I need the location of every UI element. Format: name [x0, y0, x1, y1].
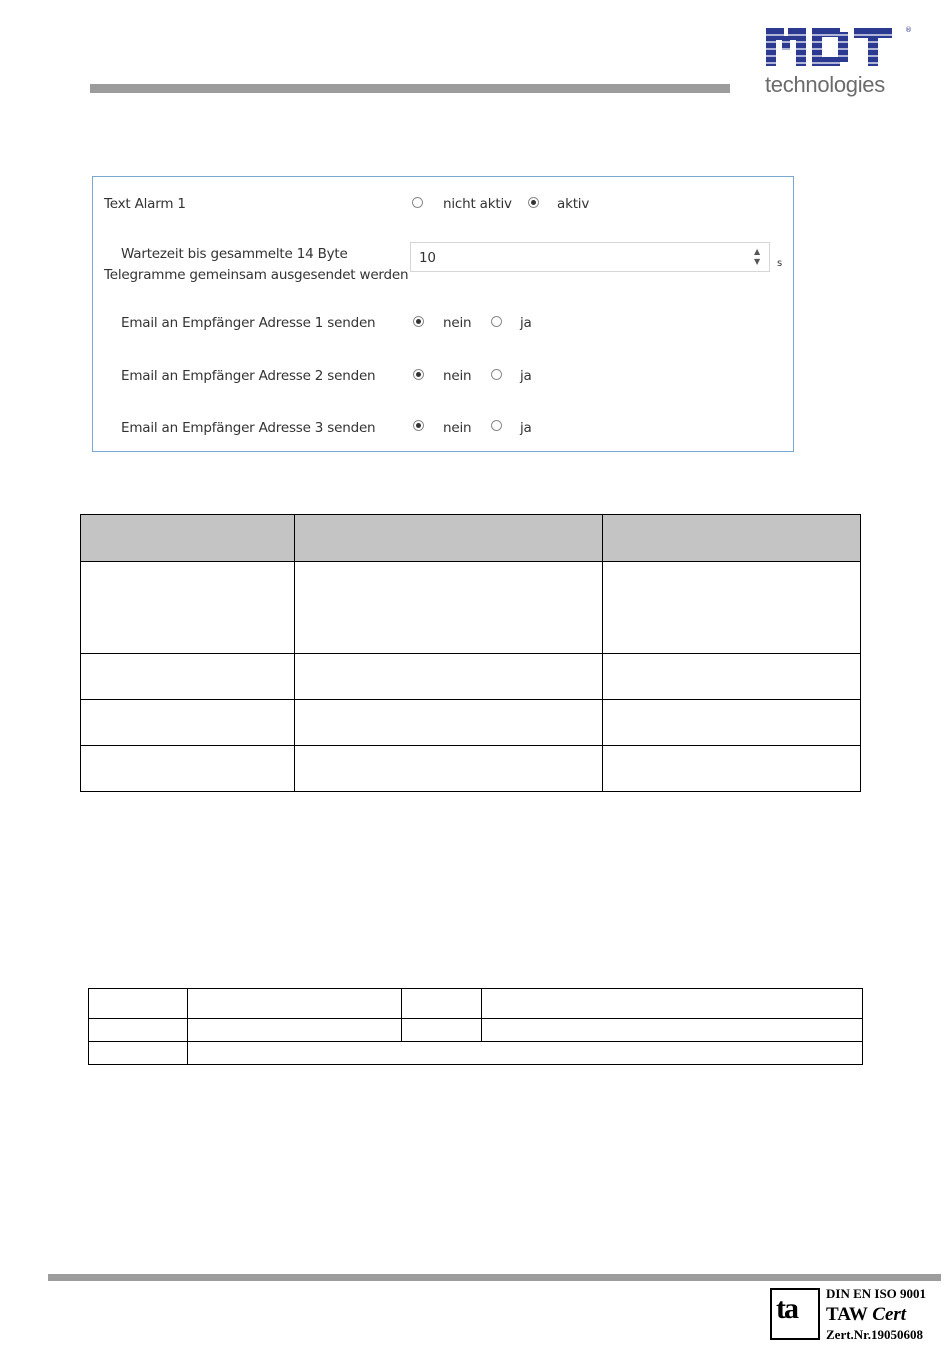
radio-nicht-aktiv[interactable] — [412, 197, 423, 208]
email-3-label: Email an Empfänger Adresse 3 senden — [121, 420, 376, 436]
taw-cert-logo — [770, 1288, 820, 1340]
wait-time-input[interactable] — [410, 242, 770, 272]
table-column-divider — [602, 515, 603, 791]
wait-time-unit: s — [777, 258, 783, 269]
email-3-ja-label: ja — [520, 420, 532, 436]
table-column-divider — [187, 989, 188, 1064]
wait-time-label-line1: Wartezeit bis gesammelte 14 Byte — [121, 246, 348, 262]
email-2-ja-label: ja — [520, 368, 532, 384]
email-1-ja-label: ja — [520, 315, 532, 331]
email-1-label: Email an Empfänger Adresse 1 senden — [121, 315, 376, 331]
spin-up-icon[interactable]: ▲ — [754, 247, 761, 256]
footer-divider — [48, 1274, 941, 1281]
settings-panel — [92, 176, 794, 452]
cert-taw: TAW — [826, 1304, 868, 1325]
email-3-radio-ja[interactable] — [491, 420, 502, 431]
cert-number: Zert.Nr.19050608 — [826, 1327, 924, 1342]
cert-iso-line: DIN EN ISO 9001 — [826, 1286, 927, 1301]
object-table — [88, 988, 863, 1065]
table-row-divider — [81, 699, 860, 700]
logo-subtext: technologies — [765, 72, 885, 97]
table-row-divider — [81, 745, 860, 746]
cert-logo-mark: ta — [776, 1292, 797, 1325]
cert-cert: Cert — [872, 1304, 907, 1325]
radio-aktiv[interactable] — [528, 197, 539, 208]
spin-down-icon[interactable]: ▼ — [754, 257, 761, 266]
logo-mark-text: MDT — [765, 22, 768, 23]
table-column-divider — [294, 515, 295, 791]
email-2-radio-nein[interactable] — [413, 369, 424, 380]
table-row-divider — [81, 561, 860, 562]
table-row-divider — [89, 1018, 862, 1019]
email-1-radio-ja[interactable] — [491, 316, 502, 327]
email-1-radio-nein[interactable] — [413, 316, 424, 327]
header-divider — [90, 84, 730, 93]
table-column-divider — [481, 989, 482, 1041]
cert-taw-line — [826, 1304, 906, 1326]
parameter-table — [80, 514, 861, 792]
table-column-divider — [401, 989, 402, 1041]
email-3-nein-label: nein — [443, 420, 472, 436]
text-alarm-label: Text Alarm 1 — [104, 196, 186, 212]
email-2-label: Email an Empfänger Adresse 2 senden — [121, 368, 376, 384]
table-row-divider — [89, 1041, 862, 1042]
wait-time-value: 10 — [419, 250, 436, 266]
parameter-table-header — [81, 515, 860, 561]
email-2-radio-ja[interactable] — [491, 369, 502, 380]
radio-aktiv-label: aktiv — [557, 196, 590, 212]
email-2-nein-label: nein — [443, 368, 472, 384]
wait-time-label-line2: Telegramme gemeinsam ausgesendet werden — [104, 267, 409, 283]
table-row-divider — [81, 653, 860, 654]
svg-text:®: ® — [905, 26, 912, 34]
email-1-nein-label: nein — [443, 315, 472, 331]
email-3-radio-nein[interactable] — [413, 420, 424, 431]
radio-nicht-aktiv-label: nicht aktiv — [443, 196, 512, 212]
